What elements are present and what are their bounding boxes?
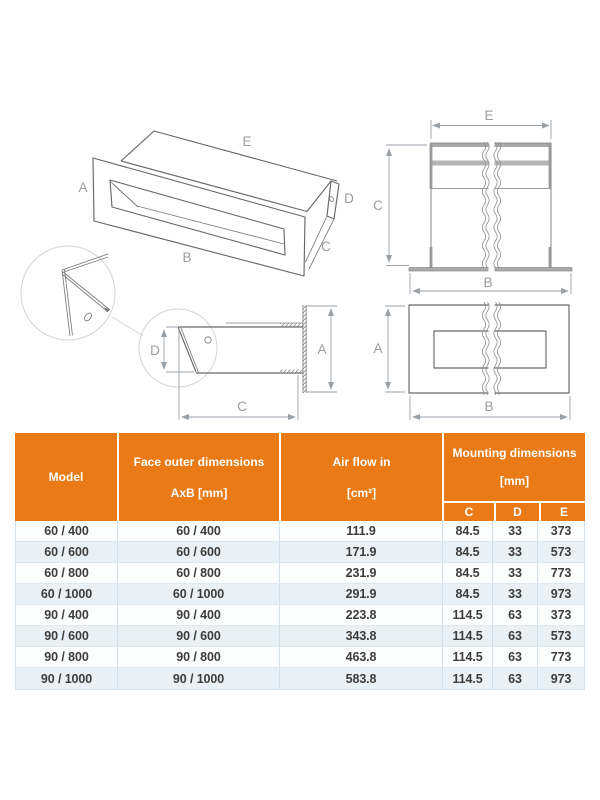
mounting-hole xyxy=(329,196,334,202)
table-cell-c: 114.5 xyxy=(442,626,492,646)
iso-label-d: D xyxy=(344,191,354,206)
header-airflow-line1: Air flow in xyxy=(332,454,391,469)
table-row xyxy=(16,563,584,584)
table-cell-c: 114.5 xyxy=(442,647,492,667)
table-cell-model: 60 / 400 xyxy=(44,524,89,538)
table-cell-e: 973 xyxy=(537,584,584,604)
top-view xyxy=(373,108,572,294)
table-cell-d: 33 xyxy=(492,584,537,604)
iso-label-c: C xyxy=(321,239,331,254)
table-row xyxy=(16,584,584,605)
spec-table xyxy=(15,433,585,690)
header-sub-d: D xyxy=(494,503,539,521)
side-label-c: C xyxy=(237,399,247,414)
table-cell-model: 90 / 600 xyxy=(44,629,89,643)
table-cell-d: 33 xyxy=(492,542,537,562)
table-cell-c: 114.5 xyxy=(442,605,492,625)
header-mounting-title xyxy=(444,433,585,501)
table-cell-e: 373 xyxy=(537,605,584,625)
table-cell-c: 84.5 xyxy=(442,542,492,562)
table-row xyxy=(16,668,584,689)
header-face-line2: AxB [mm] xyxy=(170,485,228,500)
header-airflow-line2: [cm²] xyxy=(346,485,377,500)
table-cell-axb: 60 / 800 xyxy=(117,563,279,583)
header-mounting-line1: Mounting dimensions xyxy=(452,446,577,460)
table-cell-c: 84.5 xyxy=(442,584,492,604)
table-cell-model: 60 / 600 xyxy=(44,545,89,559)
table-cell-e: 773 xyxy=(537,647,584,667)
header-sub-c: C xyxy=(464,505,474,519)
table-cell-axb: 60 / 600 xyxy=(117,542,279,562)
table-cell-c: 84.5 xyxy=(442,521,492,541)
side-view xyxy=(139,305,337,420)
table-cell-airflow: 343.8 xyxy=(279,626,442,646)
table-cell-airflow: 111.9 xyxy=(279,521,442,541)
table-cell-axb: 90 / 800 xyxy=(117,647,279,667)
table-row xyxy=(16,521,584,542)
table-cell-c: 114.5 xyxy=(442,668,492,689)
table-cell-axb: 60 / 1000 xyxy=(117,584,279,604)
header-sub-e: E xyxy=(539,503,587,521)
header-mounting xyxy=(442,433,585,521)
table-row xyxy=(16,605,584,626)
table-body xyxy=(15,521,585,690)
table-cell-model: 60 / 1000 xyxy=(40,587,93,601)
table-row xyxy=(16,647,584,668)
table-cell-model: 90 / 400 xyxy=(44,608,89,622)
table-cell-d: 63 xyxy=(492,668,537,689)
side-label-d: D xyxy=(150,343,160,358)
iso-label-e: E xyxy=(242,134,252,149)
header-model xyxy=(15,433,117,521)
table-cell-axb: 90 / 400 xyxy=(117,605,279,625)
front-view xyxy=(373,301,570,420)
table-cell-airflow: 223.8 xyxy=(279,605,442,625)
table-cell-axb: 90 / 600 xyxy=(117,626,279,646)
table-cell-model: 60 / 800 xyxy=(44,566,89,580)
top-label-e: E xyxy=(484,108,494,123)
table-cell-d: 63 xyxy=(492,605,537,625)
table-cell-axb: 60 / 400 xyxy=(117,521,279,541)
detail-bubble xyxy=(21,246,143,340)
header-face-line1: Face outer dimensions xyxy=(133,454,265,469)
table-cell-axb: 90 / 1000 xyxy=(117,668,279,689)
front-label-a: A xyxy=(373,341,383,356)
header-face-dimensions xyxy=(117,433,279,521)
table-row xyxy=(16,626,584,647)
table-cell-airflow: 231.9 xyxy=(279,563,442,583)
table-cell-e: 573 xyxy=(537,542,584,562)
table-cell-e: 373 xyxy=(537,521,584,541)
header-mounting-line2: [mm] xyxy=(499,474,530,488)
side-label-a: A xyxy=(317,342,327,357)
table-cell-airflow: 171.9 xyxy=(279,542,442,562)
table-cell-model: 90 / 800 xyxy=(44,650,89,664)
front-label-b: B xyxy=(484,399,494,414)
table-cell-d: 63 xyxy=(492,647,537,667)
detail-connector-line xyxy=(112,317,143,336)
table-cell-d: 33 xyxy=(492,521,537,541)
isometric-view xyxy=(78,131,354,276)
iso-label-b: B xyxy=(182,250,192,265)
table-cell-d: 33 xyxy=(492,563,537,583)
table-cell-c: 84.5 xyxy=(442,563,492,583)
top-label-c: C xyxy=(373,198,383,213)
slot-hole xyxy=(83,312,93,322)
iso-label-a: A xyxy=(78,180,88,195)
table-header xyxy=(15,433,585,521)
table-cell-d: 63 xyxy=(492,626,537,646)
table-cell-e: 973 xyxy=(537,668,584,689)
side-hole xyxy=(205,337,211,343)
table-cell-airflow: 463.8 xyxy=(279,647,442,667)
table-cell-e: 773 xyxy=(537,563,584,583)
header-mounting-subcolumns xyxy=(444,501,585,521)
table-cell-airflow: 583.8 xyxy=(279,668,442,689)
table-cell-airflow: 291.9 xyxy=(279,584,442,604)
detail-circle xyxy=(21,246,115,340)
header-airflow xyxy=(279,433,442,521)
table-row xyxy=(16,542,584,563)
top-label-b: B xyxy=(483,275,493,290)
header-model-label: Model xyxy=(48,470,84,484)
table-cell-model: 90 / 1000 xyxy=(40,671,93,686)
table-cell-e: 573 xyxy=(537,626,584,646)
